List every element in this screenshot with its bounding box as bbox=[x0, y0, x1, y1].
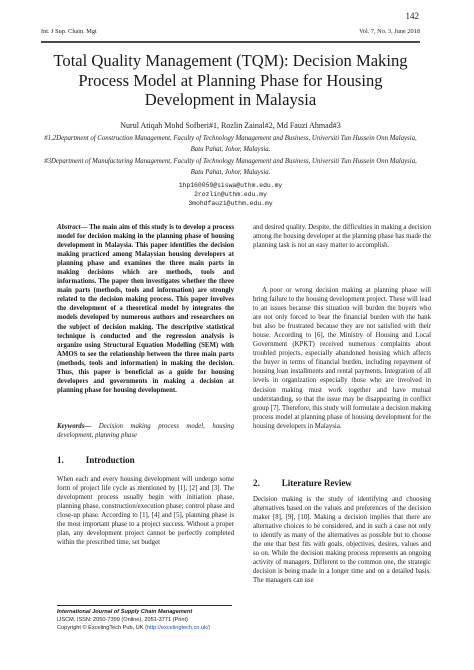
page-number: 142 bbox=[405, 11, 419, 21]
header-rule bbox=[41, 41, 420, 43]
affiliation-1: #1,2Department of Construction Management, Faculty of Technology Management and Business, Universiti Tun Hussein Onn Malaysia, Batu Pahat, Johor, Malaysia. bbox=[44, 135, 417, 153]
keywords bbox=[57, 422, 234, 440]
email-3: 3mohdfauzi@uthm.edu.my bbox=[188, 200, 273, 207]
running-header-volume: Vol. 7, No. 3, June 2018 bbox=[359, 28, 420, 35]
section-number: 2. bbox=[253, 478, 260, 488]
footer-issn: IJSCM, ISSN: 2050-7399 (Online), 2051-3771 (Print) bbox=[57, 617, 188, 623]
literature-review-paragraph: Decision making is the study of identifying and choosing alternatives based on the values and preferences of the decision maker [8], [9], [10]. Making a decision implies that there are alternative choices to be considered, and in such a case not only to identify as many of the alternatives as possible but to choose the one that best fits with goals, objectives, desires, values and so on. While the decision making process represents an ongoing activity of managers. Different to the common one, the strategic decision is being made in a longer time and on a detailed basis. The managers can use bbox=[253, 496, 431, 585]
author-list: Nurul Atiqah Mohd Sofberi#1, Rozlin Zainal#2, Md Fauzi Ahmad#3 bbox=[120, 121, 341, 130]
section-heading-literature-review bbox=[253, 478, 352, 488]
abstract bbox=[57, 223, 234, 395]
running-header bbox=[41, 28, 420, 40]
keywords-text: Decision making process model, housing development, planning phase bbox=[57, 423, 234, 440]
footer-journal-name: International Journal of Supply Chain Management bbox=[57, 609, 193, 615]
journal-footer bbox=[57, 608, 257, 632]
section-title: Introduction bbox=[85, 455, 135, 465]
right-column-paragraph-1: and desired quality. Despite, the difficulties in making a decision among the housing developer at the planning phase has made the planning task is not an easy matter to accomplish. bbox=[253, 224, 431, 250]
section-title: Literature Review bbox=[281, 478, 352, 488]
section-number: 1. bbox=[57, 455, 64, 465]
affiliation-2: #3Department of Manufacturing Management, Faculty of Technology Management and Business, Universiti Tun Hussein Onn Malaysia, Batu Pahat, Johor, Malaysia. bbox=[44, 158, 417, 176]
email-1: 1hp160059@siswa@uthm.edu.my bbox=[178, 182, 283, 189]
footer-url-link[interactable]: (http://excelingtech.co.uk/) bbox=[145, 625, 211, 631]
abstract-label: Abstract— bbox=[57, 224, 88, 231]
running-header-journal: Int. J Sup. Chain. Mgt bbox=[41, 28, 97, 35]
right-column-paragraph-2: A poor or wrong decision making at planning phase will bring failure to the housing development project. These will lead to an issues because this situation will burden the buyers who are not only forced to bear the financial burden with the bank but also be frustrated because they are not satisfied with their house. According to [6], the Ministry of Housing and Local Government (KPKT) received numerous complaints about troubled projects, especially abandoned housing which affects the buyer in terms of financial burden, including repayment of housing loan installments and rental payments. Integration of all levels in organization especially those who are involved in decision making must work together and have mutual understanding, so that the issue may be disappearing in conflict group [7]. Therefore, this study will formulate a decision making process model at planning phase of housing development for the housing developers in Malaysia. bbox=[253, 287, 431, 430]
abstract-text: The main aim of this study is to develop a process model for decision making in the planning phase of housing development in Malaysia. This paper identifies the decision making practiced among Malaysian housing developers at planning phase and examines the three main parts in making decisions which are methods, tools and informations. The paper then investigates whether the three main parts (methods, tools and information) are strongly related to the decision making process. This paper involves the development of a theoretical model by integrates the models developed by numerous authors and researchers on the subject of decision making. The descriptive statistical technique is conducted and the regression analysis is organize using Structural Equation Modelling (SEM) with AMOS to see the relationship between the three main parts (methods, tools and information) in making the decision. Thus, this paper is beneficial as a guide for housing developers and governments in making a decision at planning phase for housing development. bbox=[57, 224, 234, 394]
section-heading-introduction bbox=[57, 455, 135, 465]
keywords-label: Keywords— bbox=[57, 423, 92, 430]
footer-copyright bbox=[57, 624, 257, 632]
introduction-paragraph: When each and every housing development will undergo some form of project life cycle as mentioned by [1], [2] and [3]. The development process usually begin with initiation phase, planning phase, construction/execution phase; control phase and close-up phase. According to [1], [4] and [5], planning phase is the most important phase to a project success. Without a proper plan, any development project cannot be perfectly completed within the prescribed time, set budget bbox=[57, 476, 234, 547]
footer-copyright-text: Copyright © ExcelingTech Pub, UK bbox=[57, 625, 144, 631]
email-2: 2rozlin@uthm.edu.my bbox=[194, 191, 267, 198]
paper-title: Total Quality Management (TQM): Decision Making Process Model at Planning Phase for Housing Development in Malaysia bbox=[53, 51, 408, 109]
footer-rule bbox=[57, 605, 232, 606]
